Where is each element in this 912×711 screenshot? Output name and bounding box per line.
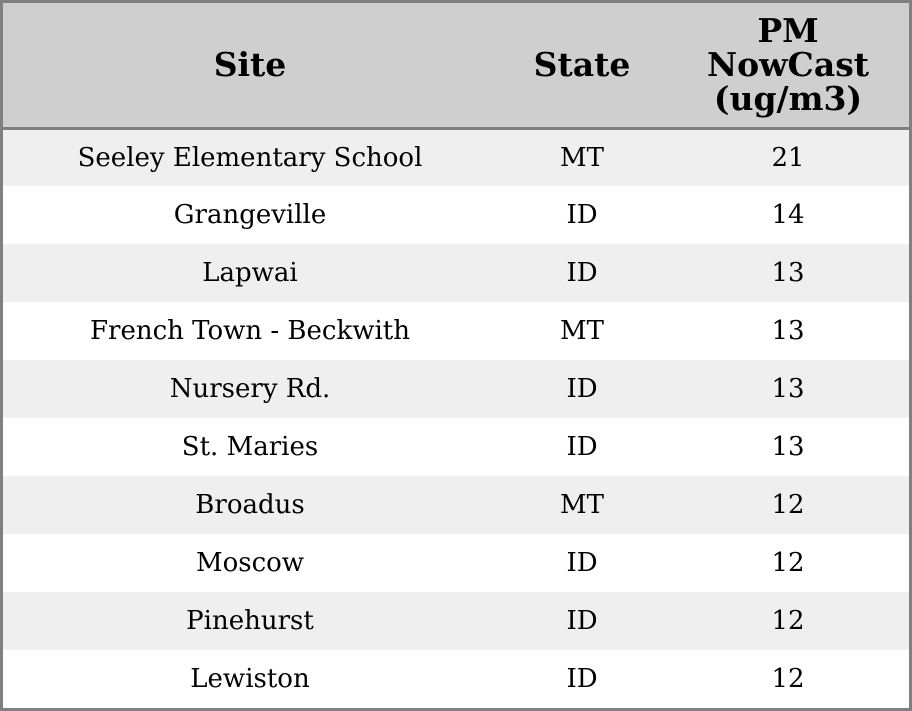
pm-cell: 12 bbox=[771, 664, 805, 694]
header-row bbox=[3, 3, 909, 128]
header-pm-line-2: NowCast bbox=[706, 44, 870, 84]
table-row bbox=[3, 186, 909, 244]
site-cell: Lapwai bbox=[202, 258, 298, 288]
table-row bbox=[3, 650, 909, 708]
site-cell: Broadus bbox=[195, 490, 305, 520]
pm-cell: 12 bbox=[771, 490, 805, 520]
state-cell: ID bbox=[566, 432, 598, 462]
site-cell: Grangeville bbox=[173, 200, 327, 230]
table-row bbox=[3, 592, 909, 650]
pm-cell: 13 bbox=[771, 374, 805, 404]
state-cell: ID bbox=[566, 200, 598, 230]
table-row bbox=[3, 128, 909, 186]
state-cell: ID bbox=[566, 664, 598, 694]
header-pm-nowcast bbox=[667, 3, 909, 128]
site-cell: Moscow bbox=[195, 548, 305, 578]
pm-cell: 21 bbox=[771, 142, 805, 173]
table-row bbox=[3, 418, 909, 476]
site-cell: Lewiston bbox=[190, 664, 310, 694]
site-cell: Nursery Rd. bbox=[169, 374, 331, 404]
state-cell: MT bbox=[560, 490, 604, 520]
table-body bbox=[3, 128, 909, 708]
table-header bbox=[3, 3, 909, 128]
state-cell: ID bbox=[566, 258, 598, 288]
table-row bbox=[3, 476, 909, 534]
table-row bbox=[3, 534, 909, 592]
state-cell: ID bbox=[566, 548, 598, 578]
table-row bbox=[3, 360, 909, 418]
pm-cell: 12 bbox=[771, 548, 805, 578]
state-cell: ID bbox=[566, 374, 598, 404]
pm-cell: 12 bbox=[771, 606, 805, 636]
header-pm-line-1: PM bbox=[757, 10, 819, 50]
site-cell: Pinehurst bbox=[186, 606, 314, 636]
header-state: State bbox=[497, 3, 667, 128]
table-row bbox=[3, 302, 909, 360]
pm-cell: 13 bbox=[771, 258, 805, 288]
site-cell: St. Maries bbox=[181, 432, 319, 462]
state-cell: MT bbox=[560, 142, 604, 173]
header-site: Site bbox=[3, 3, 497, 128]
state-cell: ID bbox=[566, 606, 598, 636]
table-row bbox=[3, 244, 909, 302]
site-cell: Seeley Elementary School bbox=[77, 142, 423, 173]
site-cell: French Town - Beckwith bbox=[89, 316, 411, 346]
pm-nowcast-table bbox=[3, 3, 909, 708]
state-cell: MT bbox=[560, 316, 604, 346]
pm-cell: 13 bbox=[771, 316, 805, 346]
header-pm-line-3: (ug/m3) bbox=[713, 78, 863, 118]
pm-cell: 13 bbox=[771, 432, 805, 462]
pm-cell: 14 bbox=[771, 200, 805, 230]
